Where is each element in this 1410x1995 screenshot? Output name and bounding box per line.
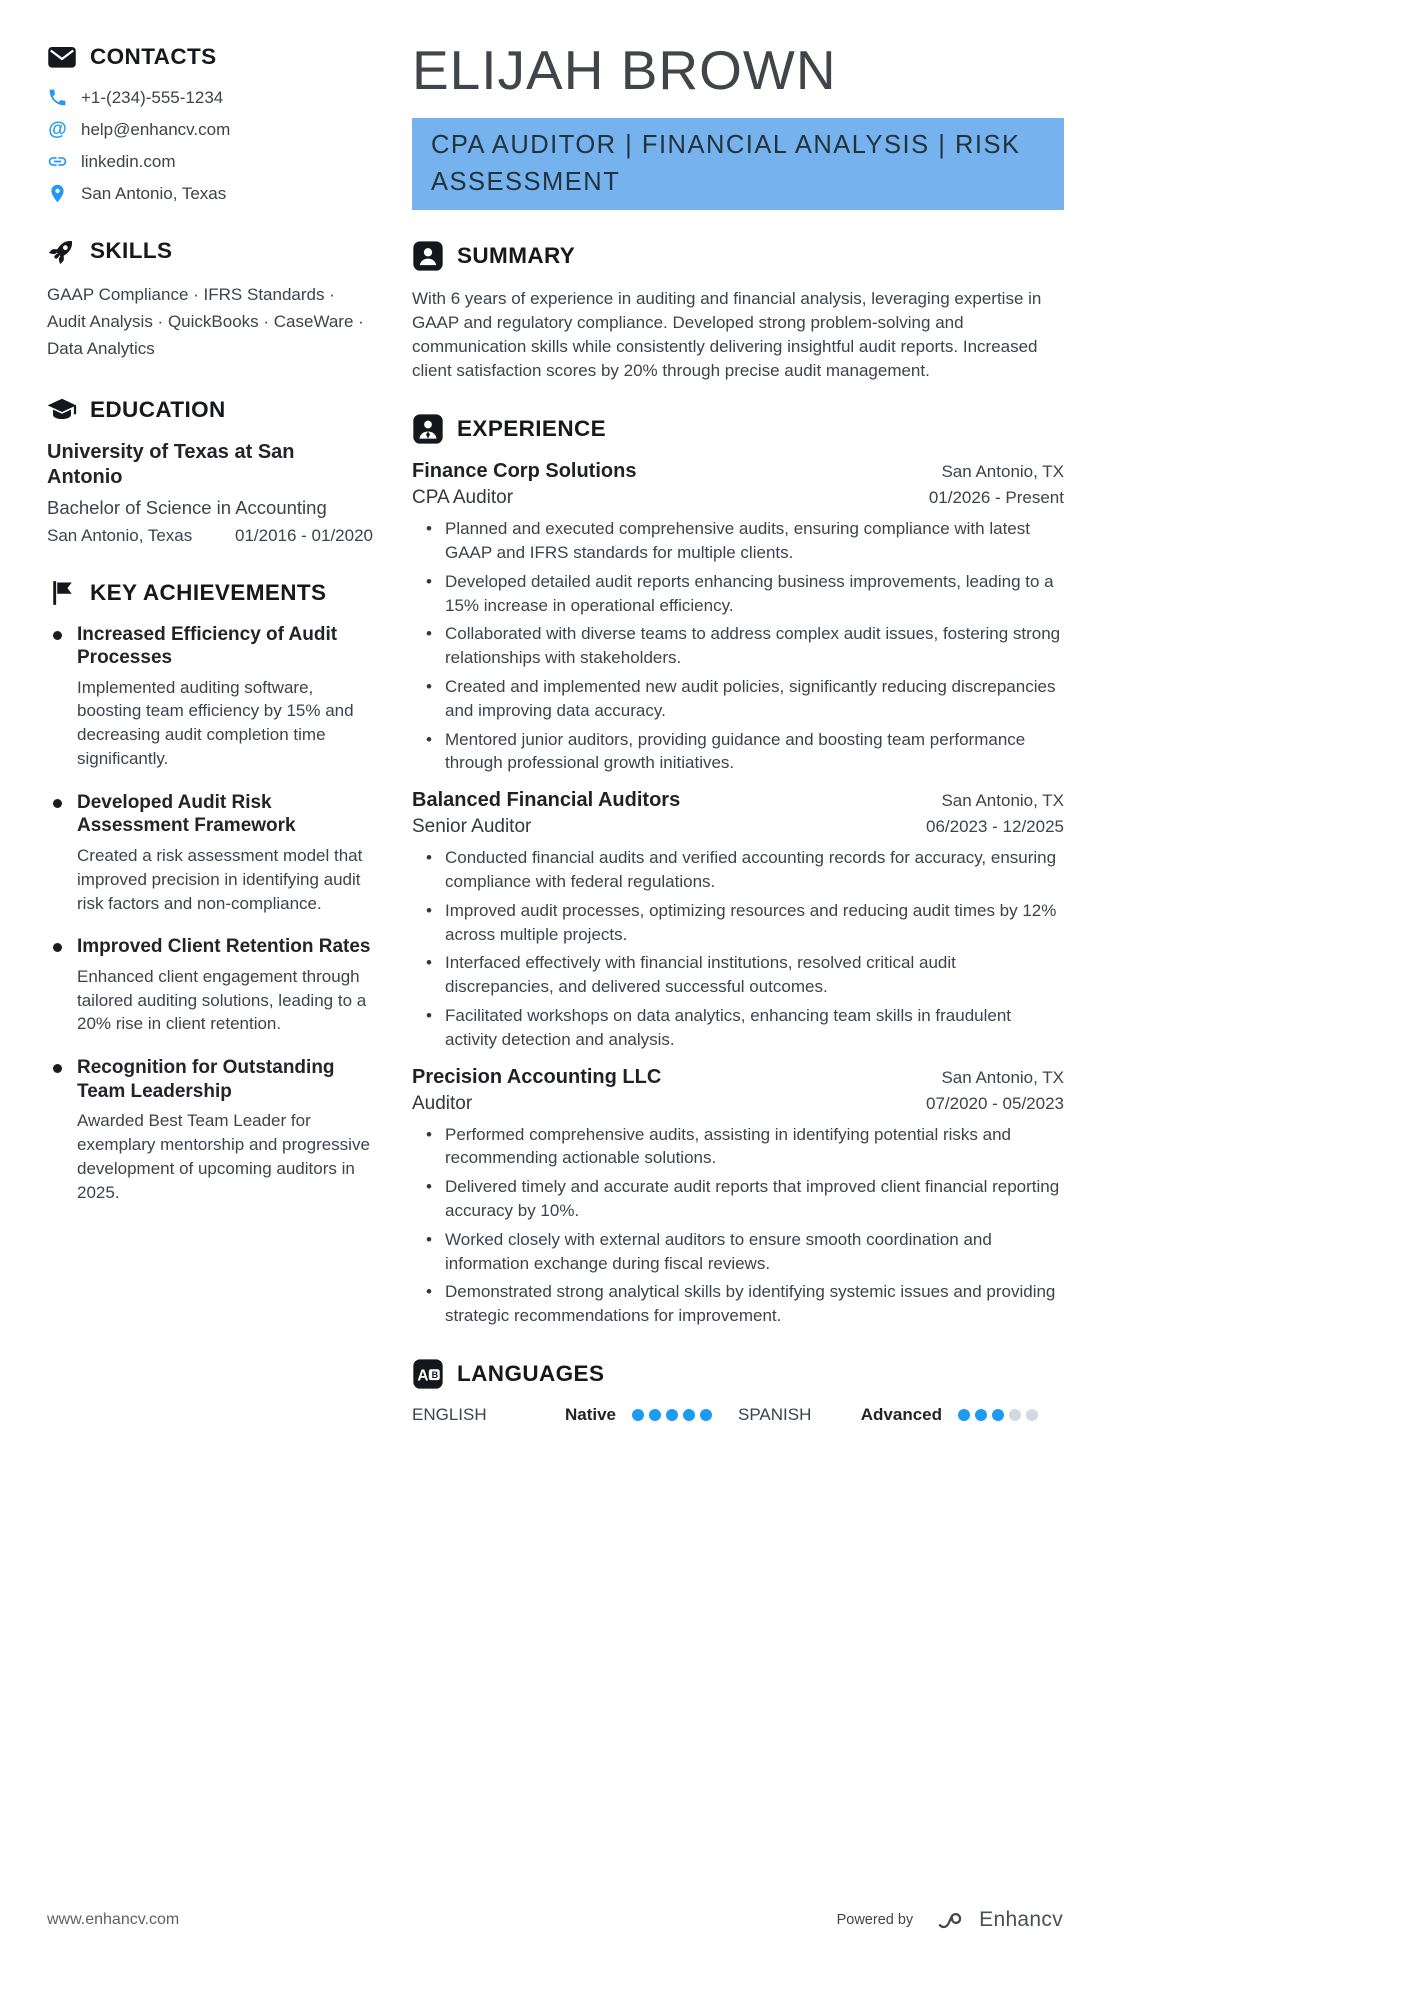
contact-phone [47, 87, 373, 108]
skills-list: GAAP Compliance · IFRS Standards · Audit Analysis · QuickBooks · CaseWare · Data Analytics [47, 285, 364, 359]
job-bullet-text: Improved audit processes, optimizing resources and reducing audit times by 12% across multiple projects. [445, 900, 1057, 944]
translate-icon [412, 1358, 444, 1390]
job-entry [412, 1066, 1064, 1328]
job-subheader-row [412, 1093, 1064, 1115]
sidebar [47, 42, 373, 1455]
job-bullet [412, 517, 1064, 565]
achievement-desc: Enhanced client engagement through tailored auditing solutions, leading to a 20% rise in client retention. [77, 966, 367, 1034]
achievement-title: Developed Audit Risk Assessment Framework [77, 791, 296, 837]
job-subheader-row [412, 816, 1064, 838]
experience-title: EXPERIENCE [457, 416, 607, 442]
job-location: San Antonio, TX [941, 791, 1064, 811]
rating-dot [975, 1409, 987, 1421]
achievement-body [77, 935, 373, 1036]
headline-banner [412, 118, 1064, 210]
contacts-title: CONTACTS [90, 44, 217, 69]
enhancv-logo-icon [938, 1910, 970, 1931]
job-company: Finance Corp Solutions [412, 460, 637, 483]
languages-section [412, 1358, 1064, 1425]
rating-dot [632, 1409, 644, 1421]
job-dates: 01/2026 - Present [928, 488, 1064, 508]
summary-text: With 6 years of experience in auditing and financial analysis, leveraging expertise in GAAP and regulatory compliance. Developed strong problem-solving and communication skills while consistently delivering insightful audit reports. Increased client satisfaction scores by 20% through precise audit management. [412, 288, 1042, 381]
svg-text:A: A [417, 1367, 429, 1385]
job-bullet [412, 1004, 1064, 1052]
brand-name: Enhancv [979, 1908, 1063, 1931]
powered-by-label: Powered by [836, 1912, 914, 1928]
job-bullet [412, 899, 1064, 947]
contact-location [47, 183, 373, 204]
job-dates: 06/2023 - 12/2025 [925, 817, 1064, 837]
achievement-body [77, 791, 373, 915]
language-rating [632, 1409, 712, 1421]
phone-icon [47, 87, 68, 108]
experience-heading [412, 413, 1064, 445]
rating-dot [683, 1409, 695, 1421]
education-degree: Bachelor of Science in Accounting [47, 496, 327, 518]
job-bullet-text: Developed detailed audit reports enhancing business improvements, leading to a 15% increase in operational efficiency. [445, 571, 1054, 615]
link-icon [47, 151, 68, 172]
job-bullet [412, 951, 1064, 999]
language-name: SPANISH [738, 1404, 812, 1424]
main-content [412, 39, 1064, 1455]
location-pin-icon [47, 183, 68, 204]
contacts-heading [47, 42, 373, 72]
achievements-heading [47, 578, 373, 608]
rating-dot [992, 1409, 1004, 1421]
language-entry [738, 1405, 1064, 1425]
achievements-section [47, 578, 373, 1205]
language-entry [412, 1405, 738, 1425]
job-header-row [412, 1066, 1064, 1089]
language-rating [958, 1409, 1038, 1421]
website-link[interactable]: www.enhancv.com [47, 1911, 180, 1928]
job-bullet [412, 1123, 1064, 1171]
rating-dot [1026, 1409, 1038, 1421]
job-bullet [412, 675, 1064, 723]
achievement-item [47, 623, 373, 771]
job-role: CPA Auditor [412, 487, 514, 509]
languages-heading [412, 1358, 1064, 1390]
summary-section [412, 240, 1064, 384]
job-bullet-text: Interfaced effectively with financial institutions, resolved critical audit discrepancies, and delivered successful outcomes. [445, 953, 956, 997]
rating-dot [649, 1409, 661, 1421]
job-bullet [412, 728, 1064, 776]
job-dates: 07/2020 - 05/2023 [925, 1093, 1064, 1113]
skills-heading [47, 236, 373, 266]
job-company: Precision Accounting LLC [412, 1065, 662, 1088]
powered-by [837, 1908, 1063, 1932]
contact-linkedin[interactable] [47, 151, 373, 172]
job-role: Senior Auditor [412, 816, 532, 838]
businessperson-icon [412, 413, 444, 445]
rating-dot [700, 1409, 712, 1421]
job-bullet-text: Facilitated workshops on data analytics, enhancing team skills in fraudulent activity detection and analysis. [445, 1005, 1012, 1049]
job-header-row [412, 789, 1064, 812]
bullet-icon [53, 943, 62, 952]
skills-title: SKILLS [90, 238, 173, 263]
contacts-section [47, 42, 373, 204]
person-icon [412, 240, 444, 272]
graduation-cap-icon [47, 395, 77, 425]
job-bullet-text: Performed comprehensive audits, assisting in identifying potential risks and recommending actionable solutions. [445, 1124, 1012, 1168]
at-sign-icon: @ [48, 119, 67, 140]
skills-section [47, 236, 373, 363]
achievement-item [47, 791, 373, 915]
language-level: Native [564, 1404, 616, 1424]
achievements-title: KEY ACHIEVEMENTS [90, 579, 327, 605]
contact-phone-text: +1-(234)-555-1234 [81, 87, 224, 107]
job-header-row [412, 460, 1064, 483]
contact-email-text[interactable]: help@enhancv.com [81, 119, 231, 139]
page-footer [47, 1908, 1063, 1932]
education-section [47, 395, 373, 546]
rating-dot [1009, 1409, 1021, 1421]
job-bullet-text: Planned and executed comprehensive audits, ensuring compliance with latest GAAP and IFRS standards for multiple clients. [445, 519, 1030, 562]
job-bullet [412, 1228, 1064, 1276]
bullet-icon [53, 631, 62, 640]
achievement-title: Recognition for Outstanding Team Leadership [77, 1057, 335, 1102]
achievement-body [77, 623, 373, 771]
achievement-title: Increased Efficiency of Audit Processes [77, 623, 338, 669]
summary-heading [412, 240, 1064, 272]
education-school: University of Texas at San Antonio [47, 440, 295, 488]
candidate-name: ELIJAH BROWN [412, 39, 837, 101]
job-bullet [412, 846, 1064, 894]
job-role: Auditor [412, 1092, 473, 1114]
headline-text: CPA AUDITOR | FINANCIAL ANALYSIS | RISK ASSESSMENT [431, 130, 1021, 196]
job-entry [412, 789, 1064, 1051]
language-level: Advanced [860, 1404, 942, 1424]
job-bullet-text: Worked closely with external auditors to ensure smooth coordination and information exchange during fiscal reviews. [445, 1229, 992, 1273]
education-meta [47, 526, 373, 546]
job-subheader-row [412, 487, 1064, 509]
job-bullet-text: Demonstrated strong analytical skills by identifying systemic issues and providing strategic recommendations for improvement. [445, 1282, 1056, 1326]
job-bullet [412, 622, 1064, 670]
job-location: San Antonio, TX [941, 462, 1064, 482]
experience-section [412, 413, 1064, 1328]
contact-location-text: San Antonio, Texas [81, 183, 227, 203]
language-name: ENGLISH [412, 1404, 487, 1424]
education-location: San Antonio, Texas [47, 525, 193, 545]
job-bullet [412, 570, 1064, 618]
contact-email[interactable] [47, 119, 373, 140]
job-bullets [412, 517, 1064, 775]
achievement-desc: Implemented auditing software, boosting team efficiency by 15% and decreasing audit completion time significantly. [77, 677, 354, 769]
languages-row [412, 1405, 1064, 1425]
flag-icon [47, 578, 77, 608]
rocket-icon [47, 236, 77, 266]
bullet-icon [53, 799, 62, 808]
svg-text:B: B [431, 1369, 439, 1380]
job-bullet [412, 1175, 1064, 1223]
achievement-desc: Created a risk assessment model that improved precision in identifying audit risk factors and non-compliance. [77, 845, 363, 913]
summary-title: SUMMARY [457, 242, 576, 268]
envelope-icon [47, 42, 77, 72]
job-bullet [412, 1280, 1064, 1328]
education-dates: 01/2016 - 01/2020 [234, 525, 373, 545]
job-location: San Antonio, TX [941, 1067, 1064, 1087]
achievement-desc: Awarded Best Team Leader for exemplary mentorship and progressive development of upcoming auditors in 2025. [77, 1111, 370, 1202]
job-entry [412, 460, 1064, 775]
achievement-body [77, 1056, 373, 1204]
contact-linkedin-text[interactable]: linkedin.com [81, 151, 176, 171]
job-bullet-text: Mentored junior auditors, providing guidance and boosting team performance through professional growth initiatives. [445, 729, 1026, 773]
job-bullets [412, 846, 1064, 1051]
bullet-icon [53, 1064, 62, 1073]
education-heading [47, 395, 373, 425]
rating-dot [666, 1409, 678, 1421]
job-bullet-text: Collaborated with diverse teams to address complex audit issues, fostering strong relationships with stakeholders. [445, 624, 1061, 668]
education-title: EDUCATION [90, 396, 226, 422]
job-bullets [412, 1123, 1064, 1328]
achievement-item [47, 1056, 373, 1204]
job-bullet-text: Delivered timely and accurate audit reports that improved client financial reporting accuracy by 10%. [445, 1177, 1060, 1220]
rating-dot [958, 1409, 970, 1421]
achievement-title: Improved Client Retention Rates [77, 936, 371, 958]
job-bullet-text: Conducted financial audits and verified accounting records for accuracy, ensuring compliance with federal regulations. [445, 848, 1057, 891]
achievement-item [47, 935, 373, 1036]
job-company: Balanced Financial Auditors [412, 789, 681, 812]
job-bullet-text: Created and implemented new audit policies, significantly reducing discrepancies and improving data accuracy. [445, 676, 1056, 720]
languages-title: LANGUAGES [457, 1360, 605, 1386]
